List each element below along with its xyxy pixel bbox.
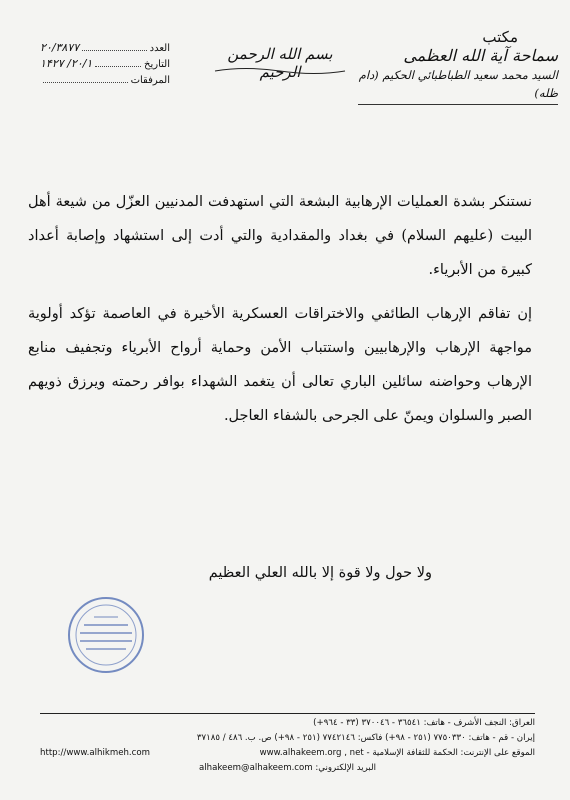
office-title: سماحة آية الله العظمى: [403, 46, 558, 65]
footer-email-row: [40, 761, 535, 776]
date-value: ۲۰/۱/ ۱۴۲۷: [40, 57, 93, 70]
reference-block: [40, 38, 170, 86]
office-name: السيد محمد سعيد الطباطبائي الحكيم (دام ظله): [358, 66, 558, 105]
basmala: بسم الله الرحمن الرحيم: [227, 45, 333, 81]
footer-email-label: البريد الإلكتروني:: [315, 763, 376, 773]
footer-iraq-address: العراق: النجف الأشرف - هاتف: ٣٦٥٤١ - ٣٧٠٠٤٦ (٣٣ - ٩٦٤+): [313, 718, 535, 728]
paragraph-1: نستنكر بشدة العمليات الإرهابية البشعة التي استهدفت المدنيين العزّل من شيعة أهل البيت (عليهم السلام) في بغداد والمقدادية والتي أدت إلى استشهاد وإصابة أعداد كبيرة من الأبرياء.: [28, 194, 532, 278]
dotted-line: [95, 66, 141, 67]
office-stamp-icon: [66, 595, 146, 675]
letter-body: [28, 185, 532, 433]
letterhead-office: [358, 28, 558, 105]
number-value: ۲۰/۳۸۷۷: [40, 41, 80, 54]
attachments-label: المرفقات: [130, 75, 170, 86]
footer-iran-address: إيران - قم - هاتف: ٧٧٥٠٣٣٠ (٢٥١ - ٩٨+) فاكس: ٧٧٤٢١٤٦ (٢٥١ - ٩٨+) ص. ب. ٤٨٦ / ٣٧١٨٥: [196, 733, 535, 743]
date-label: التاريخ: [144, 59, 170, 70]
footer-email-link[interactable]: alhakeem@alhakeem.com: [199, 763, 313, 773]
basmala-flourish-icon: [205, 66, 355, 76]
number-label: العدد: [149, 43, 170, 54]
footer-website-row: [40, 746, 535, 761]
footer-divider: [40, 713, 535, 714]
dotted-line: [43, 82, 128, 83]
footer-website-link[interactable]: http://www.alhikmeh.com: [40, 748, 151, 758]
office-word: مكتب: [482, 28, 518, 46]
reference-date-row: [40, 54, 170, 70]
footer-website-label: الموقع على الإنترنت: الحكمة للثقافة الإسلامية - www.alhakeem.org , net: [259, 748, 535, 758]
reference-attachments-row: [40, 70, 170, 86]
letter-footer: [40, 716, 535, 776]
closing-phrase: ولا حول ولا قوة إلا بالله العلي العظيم: [208, 565, 432, 581]
paragraph-2: إن تفاقم الإرهاب الطائفي والاختراقات العسكرية الأخيرة في العاصمة تؤكد أولوية مواجهة الإرهاب والإرهابيين واستتباب الأمن وحماية أرواح الأبرياء وتجفيف منابع الإرهاب وحواضنه سائلين الباري تعالى أن يتغمد الشهداء بوافر رحمته ويرزق ذويهم الصبر والسلوان ويمنّ على الجرحى بالشفاء العاجل.: [28, 306, 532, 424]
reference-number-row: [40, 38, 170, 54]
dotted-line: [82, 50, 146, 51]
